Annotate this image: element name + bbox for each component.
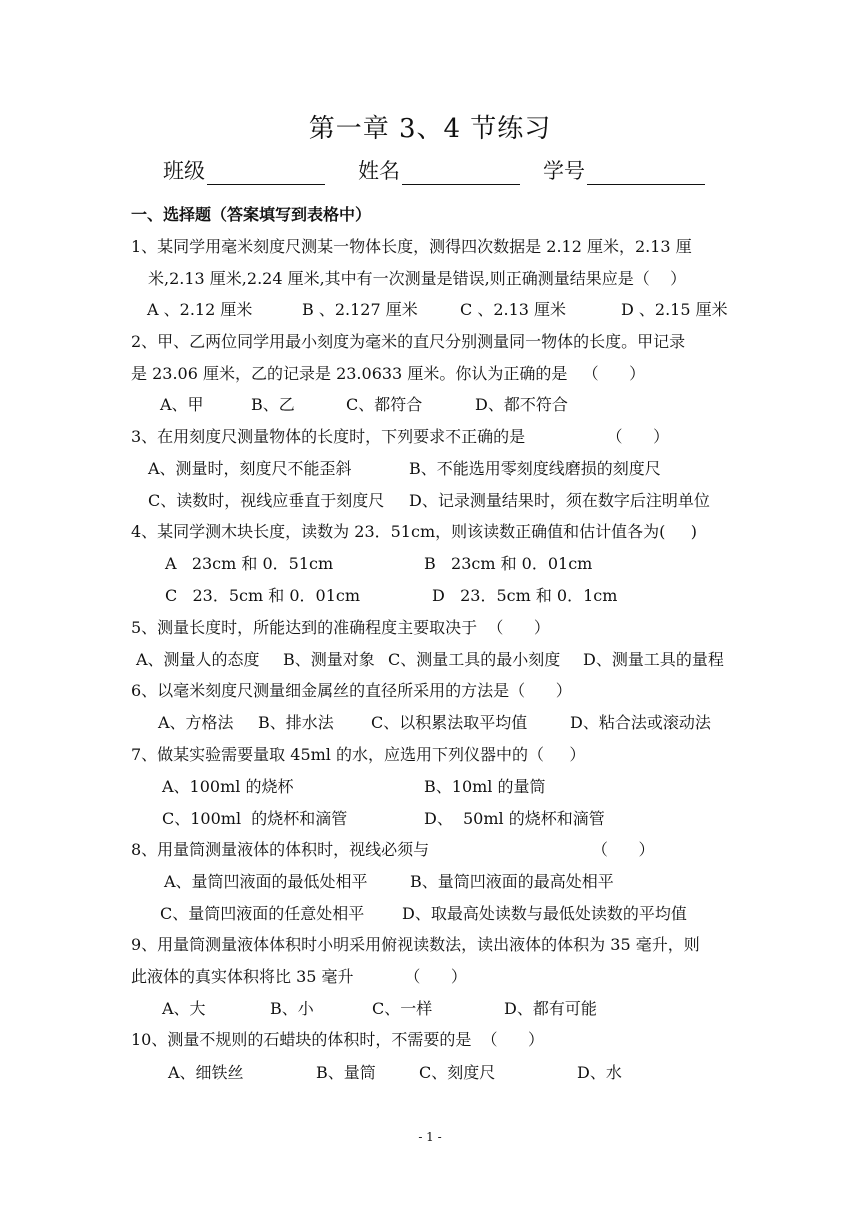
- question-6-option-d: D、粘合法或滚动法: [570, 713, 711, 732]
- question-2-option-d: D、都不符合: [475, 395, 568, 414]
- question-4-option-c: C 23．5cm 和 0．01cm: [165, 586, 361, 605]
- question-2-line-1: 2、甲、乙两位同学用最小刻度为毫米的直尺分别测量同一物体的长度。甲记录: [131, 332, 686, 351]
- question-7-option-c: C、100ml 的烧杯和滴管: [162, 809, 348, 828]
- question-7-line-1: 7、做某实验需要量取 45ml 的水，应选用下列仪器中的（ ）: [131, 745, 586, 764]
- question-9-option-d: D、都有可能: [504, 999, 597, 1018]
- name-field: [358, 157, 520, 185]
- name-label: 姓名: [358, 159, 400, 183]
- question-8-option-b: B、量筒凹液面的最高处相平: [410, 872, 614, 891]
- id-field: [543, 157, 705, 185]
- question-10-option-a: A、细铁丝: [168, 1063, 244, 1082]
- page-number: - 1 -: [418, 1130, 442, 1144]
- question-3-option-a: A、测量时，刻度尺不能歪斜: [148, 459, 352, 478]
- id-label: 学号: [543, 159, 585, 183]
- question-9-option-b: B、小: [270, 999, 314, 1018]
- question-9-option-a: A、大: [162, 999, 206, 1018]
- question-4-option-d: D 23．5cm 和 0．1cm: [432, 586, 618, 605]
- question-1-line-1: 1、某同学用毫米刻度尺测某一物体长度，测得四次数据是 2.12 厘米，2.13 厘: [131, 237, 692, 256]
- question-6-option-a: A、方格法: [158, 713, 234, 732]
- question-7-option-b: B、10ml 的量筒: [424, 777, 546, 796]
- page-title: 第一章 3、4 节练习: [308, 114, 552, 144]
- question-2-option-a: A、甲: [160, 395, 204, 414]
- question-9-line-2: 此液体的真实体积将比 35 毫升 （ ）: [131, 967, 467, 986]
- question-7-option-a: A、100ml 的烧杯: [162, 777, 294, 796]
- question-5-option-c: C、测量工具的最小刻度: [388, 650, 561, 669]
- class-blank: [207, 162, 325, 185]
- question-9-line-1: 9、用量筒测量液体体积时小明采用俯视读数法，读出液体的体积为 35 毫升，则: [131, 935, 700, 954]
- question-1-line-2: 米,2.13 厘米,2.24 厘米,其中有一次测量是错误,则正确测量结果应是（ ）: [148, 269, 687, 288]
- question-5-option-d: D、测量工具的量程: [583, 650, 724, 669]
- question-6-line-1: 6、以毫米刻度尺测量细金属丝的直径所采用的方法是（ ）: [131, 681, 572, 700]
- question-3-option-d: D、记录测量结果时，须在数字后注明单位: [409, 491, 710, 510]
- question-1-option-d: D 、2.15 厘米: [621, 300, 728, 319]
- question-3-option-b: B、不能选用零刻度线磨损的刻度尺: [409, 459, 661, 478]
- question-5-line-1: 5、测量长度时，所能达到的准确程度主要取决于 （ ）: [131, 618, 550, 637]
- question-8-option-a: A、量筒凹液面的最低处相平: [164, 872, 368, 891]
- question-8-option-d: D、取最高处读数与最低处读数的平均值: [402, 904, 687, 923]
- question-6-option-c: C、以积累法取平均值: [371, 713, 528, 732]
- question-1-option-b: B 、2.127 厘米: [302, 300, 418, 319]
- id-blank: [587, 162, 705, 185]
- class-label: 班级: [163, 159, 205, 183]
- question-10-option-b: B、量筒: [316, 1063, 376, 1082]
- question-10-option-c: C、刻度尺: [419, 1063, 496, 1082]
- question-3-option-c: C、读数时，视线应垂直于刻度尺: [148, 491, 385, 510]
- question-5-option-b: B、测量对象: [283, 650, 375, 669]
- question-2-option-c: C、都符合: [346, 395, 423, 414]
- question-5-option-a: A、测量人的态度: [136, 650, 260, 669]
- question-8-option-c: C、量筒凹液面的任意处相平: [160, 904, 365, 923]
- question-2-option-b: B、乙: [251, 395, 295, 414]
- question-4-option-a: A 23cm 和 0．51cm: [165, 554, 334, 573]
- question-2-line-2: 是 23.06 厘米，乙的记录是 23.0633 厘米。你认为正确的是 （ ）: [131, 364, 646, 383]
- question-1-option-a: A 、2.12 厘米: [147, 300, 253, 319]
- name-blank: [402, 162, 520, 185]
- class-field: [163, 157, 325, 185]
- question-10-option-d: D、水: [577, 1063, 622, 1082]
- section-heading: 一、选择题（答案填写到表格中）: [131, 205, 372, 224]
- question-7-option-d: D、 50ml 的烧杯和滴管: [424, 809, 605, 828]
- question-9-option-c: C、一样: [372, 999, 433, 1018]
- question-10-line-1: 10、测量不规则的石蜡块的体积时，不需要的是 （ ）: [131, 1030, 545, 1049]
- question-6-option-b: B、排水法: [258, 713, 334, 732]
- question-1-option-c: C 、2.13 厘米: [460, 300, 567, 319]
- question-4-option-b: B 23cm 和 0．01cm: [424, 554, 593, 573]
- question-8-line-1: 8、用量筒测量液体的体积时，视线必须与 （ ）: [131, 840, 655, 859]
- question-3-line-1: 3、在用刻度尺测量物体的长度时，下列要求不正确的是 （ ）: [131, 427, 670, 446]
- question-4-line-1: 4、某同学测木块长度，读数为 23．51cm，则该读数正确值和估计值各为( ): [131, 522, 698, 541]
